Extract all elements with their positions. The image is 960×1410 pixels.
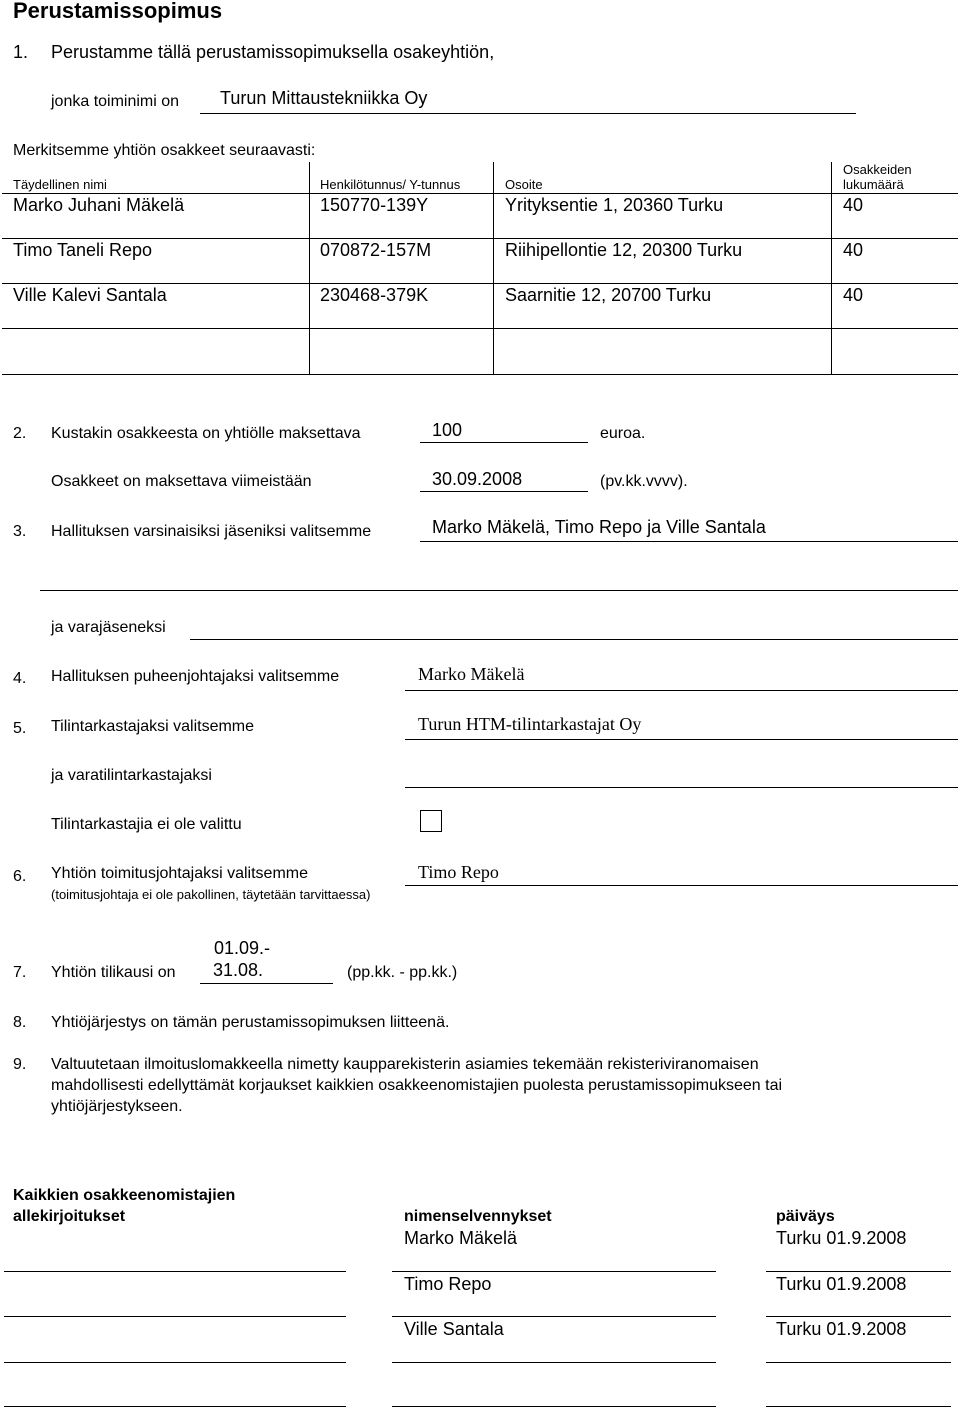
signature-line-4[interactable] xyxy=(4,1406,346,1407)
auditor-value[interactable]: Turun HTM-tilintarkastajat Oy xyxy=(418,714,642,734)
table-row-line xyxy=(2,238,958,239)
name-line-1 xyxy=(392,1271,716,1272)
header-id: Henkilötunnus/ Y-tunnus xyxy=(320,177,461,192)
section-8-number: 8. xyxy=(13,1014,27,1031)
signatory-2-date: Turku 01.9.2008 xyxy=(776,1274,907,1294)
row-2-id[interactable]: 070872-157M xyxy=(320,240,432,260)
ceo-value[interactable]: Timo Repo xyxy=(418,862,499,882)
signature-line-3[interactable] xyxy=(4,1362,346,1363)
board-members-line xyxy=(420,541,958,542)
table-row-line xyxy=(2,283,958,284)
signatures-heading-line1: Kaikkien osakkeenomistajien xyxy=(13,1187,236,1204)
row-2-address[interactable]: Riihipellontie 12, 20300 Turku xyxy=(505,240,743,260)
company-name-label: jonka toiminimi on xyxy=(51,93,180,110)
section-7-text: Yhtiön tilikausi on xyxy=(51,964,176,981)
row-3-name[interactable]: Ville Kalevi Santala xyxy=(13,285,167,305)
section-6-number: 6. xyxy=(13,868,27,885)
name-line-3 xyxy=(392,1362,716,1363)
subscribe-text: Merkitsemme yhtiön osakkeet seuraavasti: xyxy=(13,142,316,159)
section-5-number: 5. xyxy=(13,720,27,737)
section-2-number: 2. xyxy=(13,425,27,442)
share-price-value[interactable]: 100 xyxy=(432,420,463,440)
name-clarifications-heading: nimenselvennykset xyxy=(404,1208,552,1225)
name-line-2 xyxy=(392,1316,716,1317)
date-line-3 xyxy=(766,1362,951,1363)
fiscal-year-format: (pp.kk. - pp.kk.) xyxy=(347,964,458,981)
signature-line-1[interactable] xyxy=(4,1271,346,1272)
section-6-text: Yhtiön toimitusjohtajaksi valitsemme xyxy=(51,865,308,882)
share-price-unit: euroa. xyxy=(600,425,646,442)
table-col-divider-3 xyxy=(831,162,832,374)
section-9-line-2: mahdollisesti edellyttämät korjaukset kaikkien osakkeenomistajien puolesta perustamissopimukseen tai xyxy=(51,1077,783,1094)
name-line-4 xyxy=(392,1406,716,1407)
deputy-member-line[interactable] xyxy=(190,639,958,640)
row-2-shares[interactable]: 40 xyxy=(843,240,864,260)
signatures-heading-line2: allekirjoitukset xyxy=(13,1208,126,1225)
section-1-text: Perustamme tällä perustamissopimuksella osakeyhtiön, xyxy=(51,42,495,62)
date-line-4 xyxy=(766,1406,951,1407)
due-date-format: (pv.kk.vvvv). xyxy=(600,473,688,490)
header-full-name: Täydellinen nimi xyxy=(13,177,107,192)
table-col-divider-1 xyxy=(309,162,310,374)
row-3-address[interactable]: Saarnitie 12, 20700 Turku xyxy=(505,285,712,305)
section-7-number: 7. xyxy=(13,964,27,981)
row-1-shares[interactable]: 40 xyxy=(843,195,864,215)
fiscal-year-start[interactable]: 01.09.- xyxy=(214,938,271,958)
row-2-name[interactable]: Timo Taneli Repo xyxy=(13,240,153,260)
section-9-line-1: Valtuutetaan ilmoituslomakkeella nimetty kaupparekisterin asiamies tekemään rekisteriviranomaisen xyxy=(51,1056,759,1073)
row-1-id[interactable]: 150770-139Y xyxy=(320,195,429,215)
signatory-2-name: Timo Repo xyxy=(404,1274,492,1294)
table-header-line xyxy=(2,193,958,194)
page-title: Perustamissopimus xyxy=(13,0,223,23)
date-line-2 xyxy=(766,1316,951,1317)
signatory-3-date: Turku 01.9.2008 xyxy=(776,1319,907,1339)
deputy-auditor-label: ja varatilintarkastajaksi xyxy=(51,767,212,784)
no-auditor-label: Tilintarkastajia ei ole valittu xyxy=(51,816,242,833)
deputy-member-label: ja varajäseneksi xyxy=(51,619,166,636)
row-1-name[interactable]: Marko Juhani Mäkelä xyxy=(13,195,185,215)
row-3-id[interactable]: 230468-379K xyxy=(320,285,429,305)
header-address: Osoite xyxy=(505,177,543,192)
header-shares-line1: Osakkeiden xyxy=(843,162,912,177)
due-date-line xyxy=(420,491,588,492)
section-4-number: 4. xyxy=(13,670,27,687)
section-6-note: (toimitusjohtaja ei ole pakollinen, täytetään tarvittaessa) xyxy=(51,887,371,902)
share-price-line xyxy=(420,442,588,443)
board-chair-value[interactable]: Marko Mäkelä xyxy=(418,664,525,684)
section-2-text: Kustakin osakkeesta on yhtiölle maksettava xyxy=(51,425,361,442)
signature-line-2[interactable] xyxy=(4,1316,346,1317)
board-members-line-2 xyxy=(40,590,958,591)
no-auditor-checkbox[interactable] xyxy=(420,810,442,832)
table-bottom-line xyxy=(2,374,958,375)
signatory-3-name: Ville Santala xyxy=(404,1319,504,1339)
fiscal-year-line xyxy=(200,983,333,984)
header-shares-line2: lukumäärä xyxy=(843,177,904,192)
auditor-line xyxy=(405,739,958,740)
section-3-text: Hallituksen varsinaisiksi jäseniksi valitsemme xyxy=(51,523,372,540)
ceo-line xyxy=(405,885,958,886)
board-members-value[interactable]: Marko Mäkelä, Timo Repo ja Ville Santala xyxy=(432,517,766,537)
section-4-text: Hallituksen puheenjohtajaksi valitsemme xyxy=(51,668,340,685)
section-8-text: Yhtiöjärjestys on tämän perustamissopimuksen liitteenä. xyxy=(51,1014,450,1031)
section-9-line-3: yhtiöjärjestykseen. xyxy=(51,1098,183,1115)
table-row-line xyxy=(2,328,958,329)
company-name-value[interactable]: Turun Mittaustekniikka Oy xyxy=(220,88,428,108)
date-line-1 xyxy=(766,1271,951,1272)
signatory-1-name: Marko Mäkelä xyxy=(404,1228,518,1248)
row-3-shares[interactable]: 40 xyxy=(843,285,864,305)
table-col-divider-2 xyxy=(493,162,494,374)
due-date-value[interactable]: 30.09.2008 xyxy=(432,469,523,489)
company-name-line xyxy=(200,113,856,114)
row-1-address[interactable]: Yrityksentie 1, 20360 Turku xyxy=(505,195,724,215)
due-date-label: Osakkeet on maksettava viimeistään xyxy=(51,473,312,490)
section-1-number: 1. xyxy=(13,42,29,62)
date-heading: päiväys xyxy=(776,1208,835,1225)
fiscal-year-end[interactable]: 31.08. xyxy=(213,960,264,980)
deputy-auditor-line[interactable] xyxy=(405,787,958,788)
section-3-number: 3. xyxy=(13,523,27,540)
section-9-number: 9. xyxy=(13,1056,27,1073)
section-5-text: Tilintarkastajaksi valitsemme xyxy=(51,718,255,735)
signatory-1-date: Turku 01.9.2008 xyxy=(776,1228,907,1248)
board-chair-line xyxy=(405,690,958,691)
